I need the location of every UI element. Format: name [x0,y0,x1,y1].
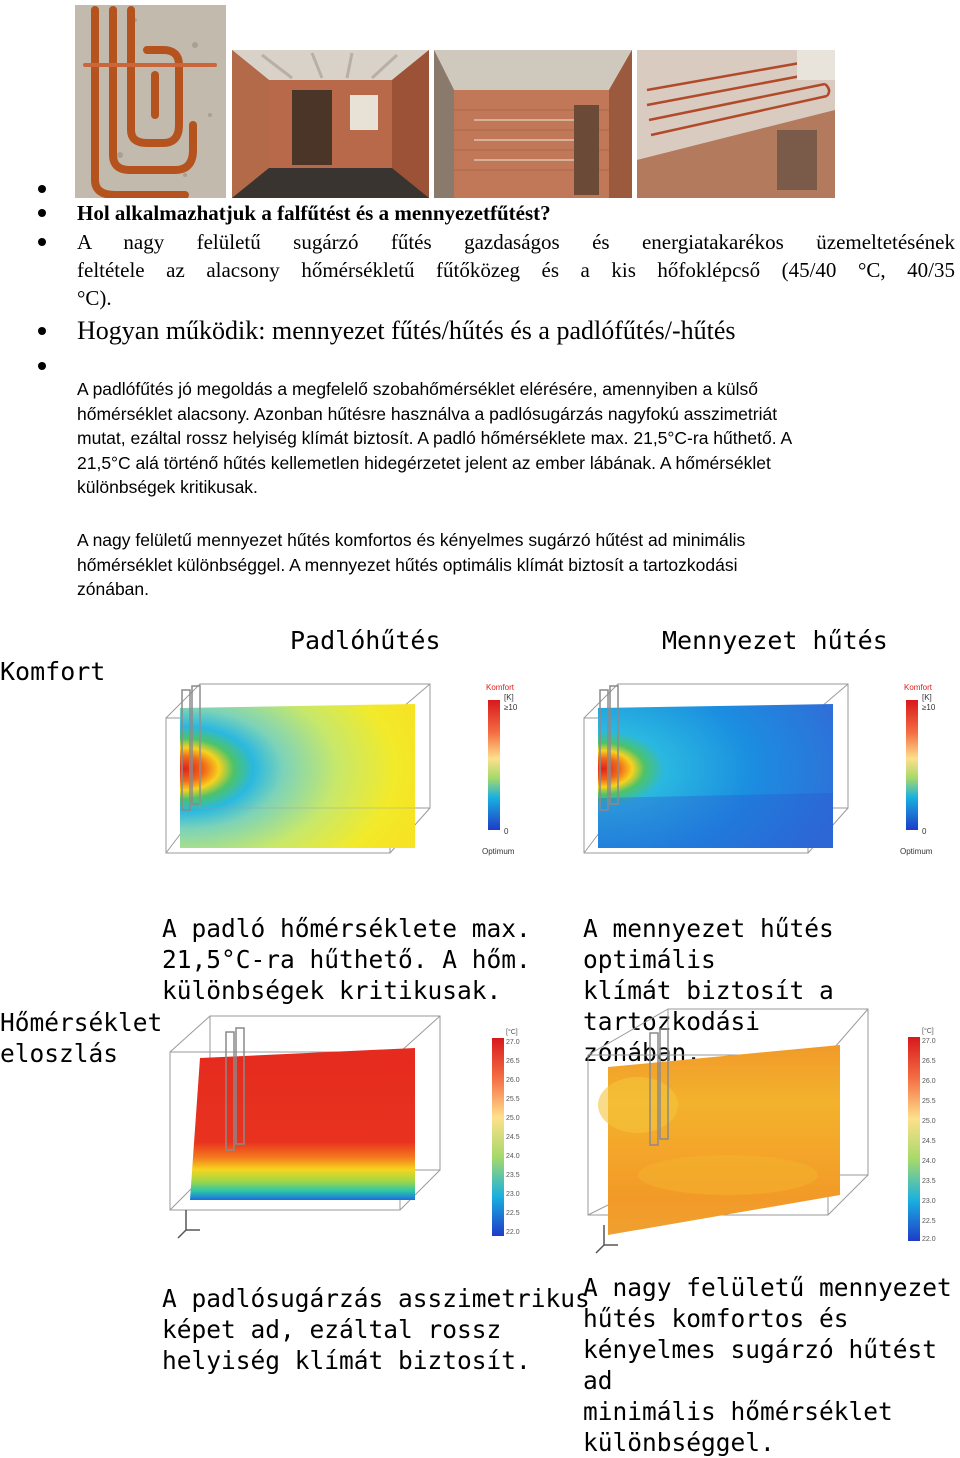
temp-legend-tick: 26.5 [922,1058,936,1065]
comfort-legend-title: Komfort [486,683,515,692]
photo-room-interior-2 [434,50,632,198]
paragraph-ceiling-cooling [77,528,957,602]
temp-legend-tick: 22.5 [506,1210,520,1217]
temp-legend-tick: 25.0 [922,1118,936,1125]
row-label-line: Hőmérséklet [0,1008,163,1037]
temp-legend-tick: 27.0 [506,1039,520,1046]
temp-legend-tick: 26.0 [506,1077,520,1084]
temp-legend-tick: 23.0 [506,1191,520,1198]
comfort-legend-unit-2: [K] [922,693,932,702]
paragraph-1-line: A padlófűtés jó megoldás a megfelelő szobahőmérséklet elérésére, amennyiben a külső [77,379,758,399]
temp-legend-tick: 24.0 [506,1153,520,1160]
paragraph-floor-heating [77,377,957,500]
ceiling-bottom-caption [583,1272,960,1458]
comfort-simulation-floor [160,678,530,890]
condition-line-3: °C). [77,286,112,310]
temp-legend-tick: 23.5 [506,1172,520,1179]
paragraph-1-line: hőmérséklet alacsony. Azonban hűtésre használva a padlósugárzás nagyfokú asszimetriát [77,403,778,424]
temp-legend-tick: 22.0 [506,1229,520,1236]
temp-legend-tick: 24.0 [922,1158,936,1165]
row-label-temperature [0,1007,162,1069]
paragraph-2-line: zónában. [77,579,150,599]
floor-temperature-caption [162,913,531,1006]
comfort-legend-top: ≥10 [504,703,518,712]
bullet-empty-1 [38,185,46,193]
caption-line: zónában. [583,1038,702,1067]
temp-legend-tick: 22.5 [922,1218,936,1225]
condition-line-1: A nagy felületű sugárzó fűtés gazdaságos és energiatakarékos üzemeltetésének [77,230,955,254]
caption-line: különbséggel. [583,1428,775,1457]
column-heading-floor: Padlóhűtés [290,626,441,655]
temp-legend-tick: 26.5 [506,1058,520,1065]
caption-line: minimális hőmérséklet [583,1397,893,1426]
caption-line: A mennyezet hűtés optimális [583,914,834,974]
paragraph-2-line: A nagy felületű mennyezet hűtés komfortos és kényelmes sugárzó hűtést ad minimális [77,530,746,550]
comfort-simulation-ceiling [578,678,948,890]
bullet-empty-2 [38,362,46,370]
photo-ceiling-heating [637,50,835,198]
photo-wall-heating-pipes [75,5,226,198]
caption-line: klímát biztosít a tartozkodási [583,976,834,1036]
temp-legend-tick: 25.0 [506,1115,520,1122]
row-label-line: eloszlás [0,1039,119,1068]
comfort-legend-bottom: 0 [504,827,509,836]
comfort-legend-bottom-2: 0 [922,827,927,836]
temp-legend-tick: 27.0 [922,1038,936,1045]
caption-line: kényelmes sugárzó hűtést ad [583,1335,938,1395]
temp-legend-tick: 24.5 [506,1134,520,1141]
question-heading: Hol alkalmazhatjuk a falfűtést és a mennyezetfűtést? [77,201,551,225]
caption-line: A padló hőmérséklete max. [162,914,531,943]
comfort-legend-unit: [K] [504,693,514,702]
temp-legend-tick: 23.5 [922,1178,936,1185]
comfort-legend-optimum: Optimum [482,847,515,856]
bullet-question [38,209,46,217]
temp-legend-unit: [°C] [506,1029,518,1036]
column-heading-ceiling: Mennyezet hűtés [662,626,888,655]
caption-line: helyiség klímát biztosít. [162,1346,531,1375]
temp-legend-tick: 25.5 [506,1096,520,1103]
temp-legend-tick: 26.0 [922,1078,936,1085]
temp-legend-tick: 23.0 [922,1198,936,1205]
bullet-condition [38,238,46,246]
how-it-works-heading: Hogyan működik: mennyezet fűtés/hűtés és a padlófűtés/-hűtés [77,316,736,345]
caption-line: A nagy felületű mennyezet [583,1273,952,1302]
temp-legend-tick: 25.5 [922,1098,936,1105]
row-label-comfort: Komfort [0,657,106,686]
temp-legend-tick: 24.5 [922,1138,936,1145]
paragraph-1-line: különbségek kritikusak. [77,477,258,497]
caption-line: A padlósugárzás asszimetrikus [162,1284,590,1313]
paragraph-2-line: hőmérséklet különbséggel. A mennyezet hűtés optimális klímát biztosít a tartozkodási [77,554,738,575]
caption-line: 21,5°C-ra hűthető. A hőm. [162,945,531,974]
floor-bottom-caption [162,1283,590,1376]
paragraph-1-line: 21,5°C alá történő hűtés kellemetlen hidegérzetet jelent az ember lábának. A hőmérséklet [77,452,771,473]
condition-line-2: feltétele az alacsony hőmérsékletű fűtőközeg és a kis hőfoklépcső (45/40 °C, 40/35 [77,258,955,282]
temp-legend-unit-2: [°C] [922,1028,934,1035]
temperature-simulation-ceiling [578,1005,948,1261]
caption-line: képet ad, ezáltal rossz [162,1315,502,1344]
comfort-legend-title-2: Komfort [904,683,933,692]
caption-line: különbségek kritikusak. [162,976,502,1005]
temperature-simulation-floor [160,1010,530,1258]
caption-line: hűtés komfortos és [583,1304,849,1333]
photo-room-interior-1 [232,50,429,198]
comfort-legend-optimum-2: Optimum [900,847,933,856]
paragraph-1-line: mutat, ezáltal rossz helyiség klímát biztosít. A padló hőmérséklete max. 21,5°C-ra hűthető. A [77,428,793,448]
temp-legend-tick: 22.0 [922,1236,936,1243]
comfort-legend-top-2: ≥10 [922,703,936,712]
bullet-how [38,327,46,335]
